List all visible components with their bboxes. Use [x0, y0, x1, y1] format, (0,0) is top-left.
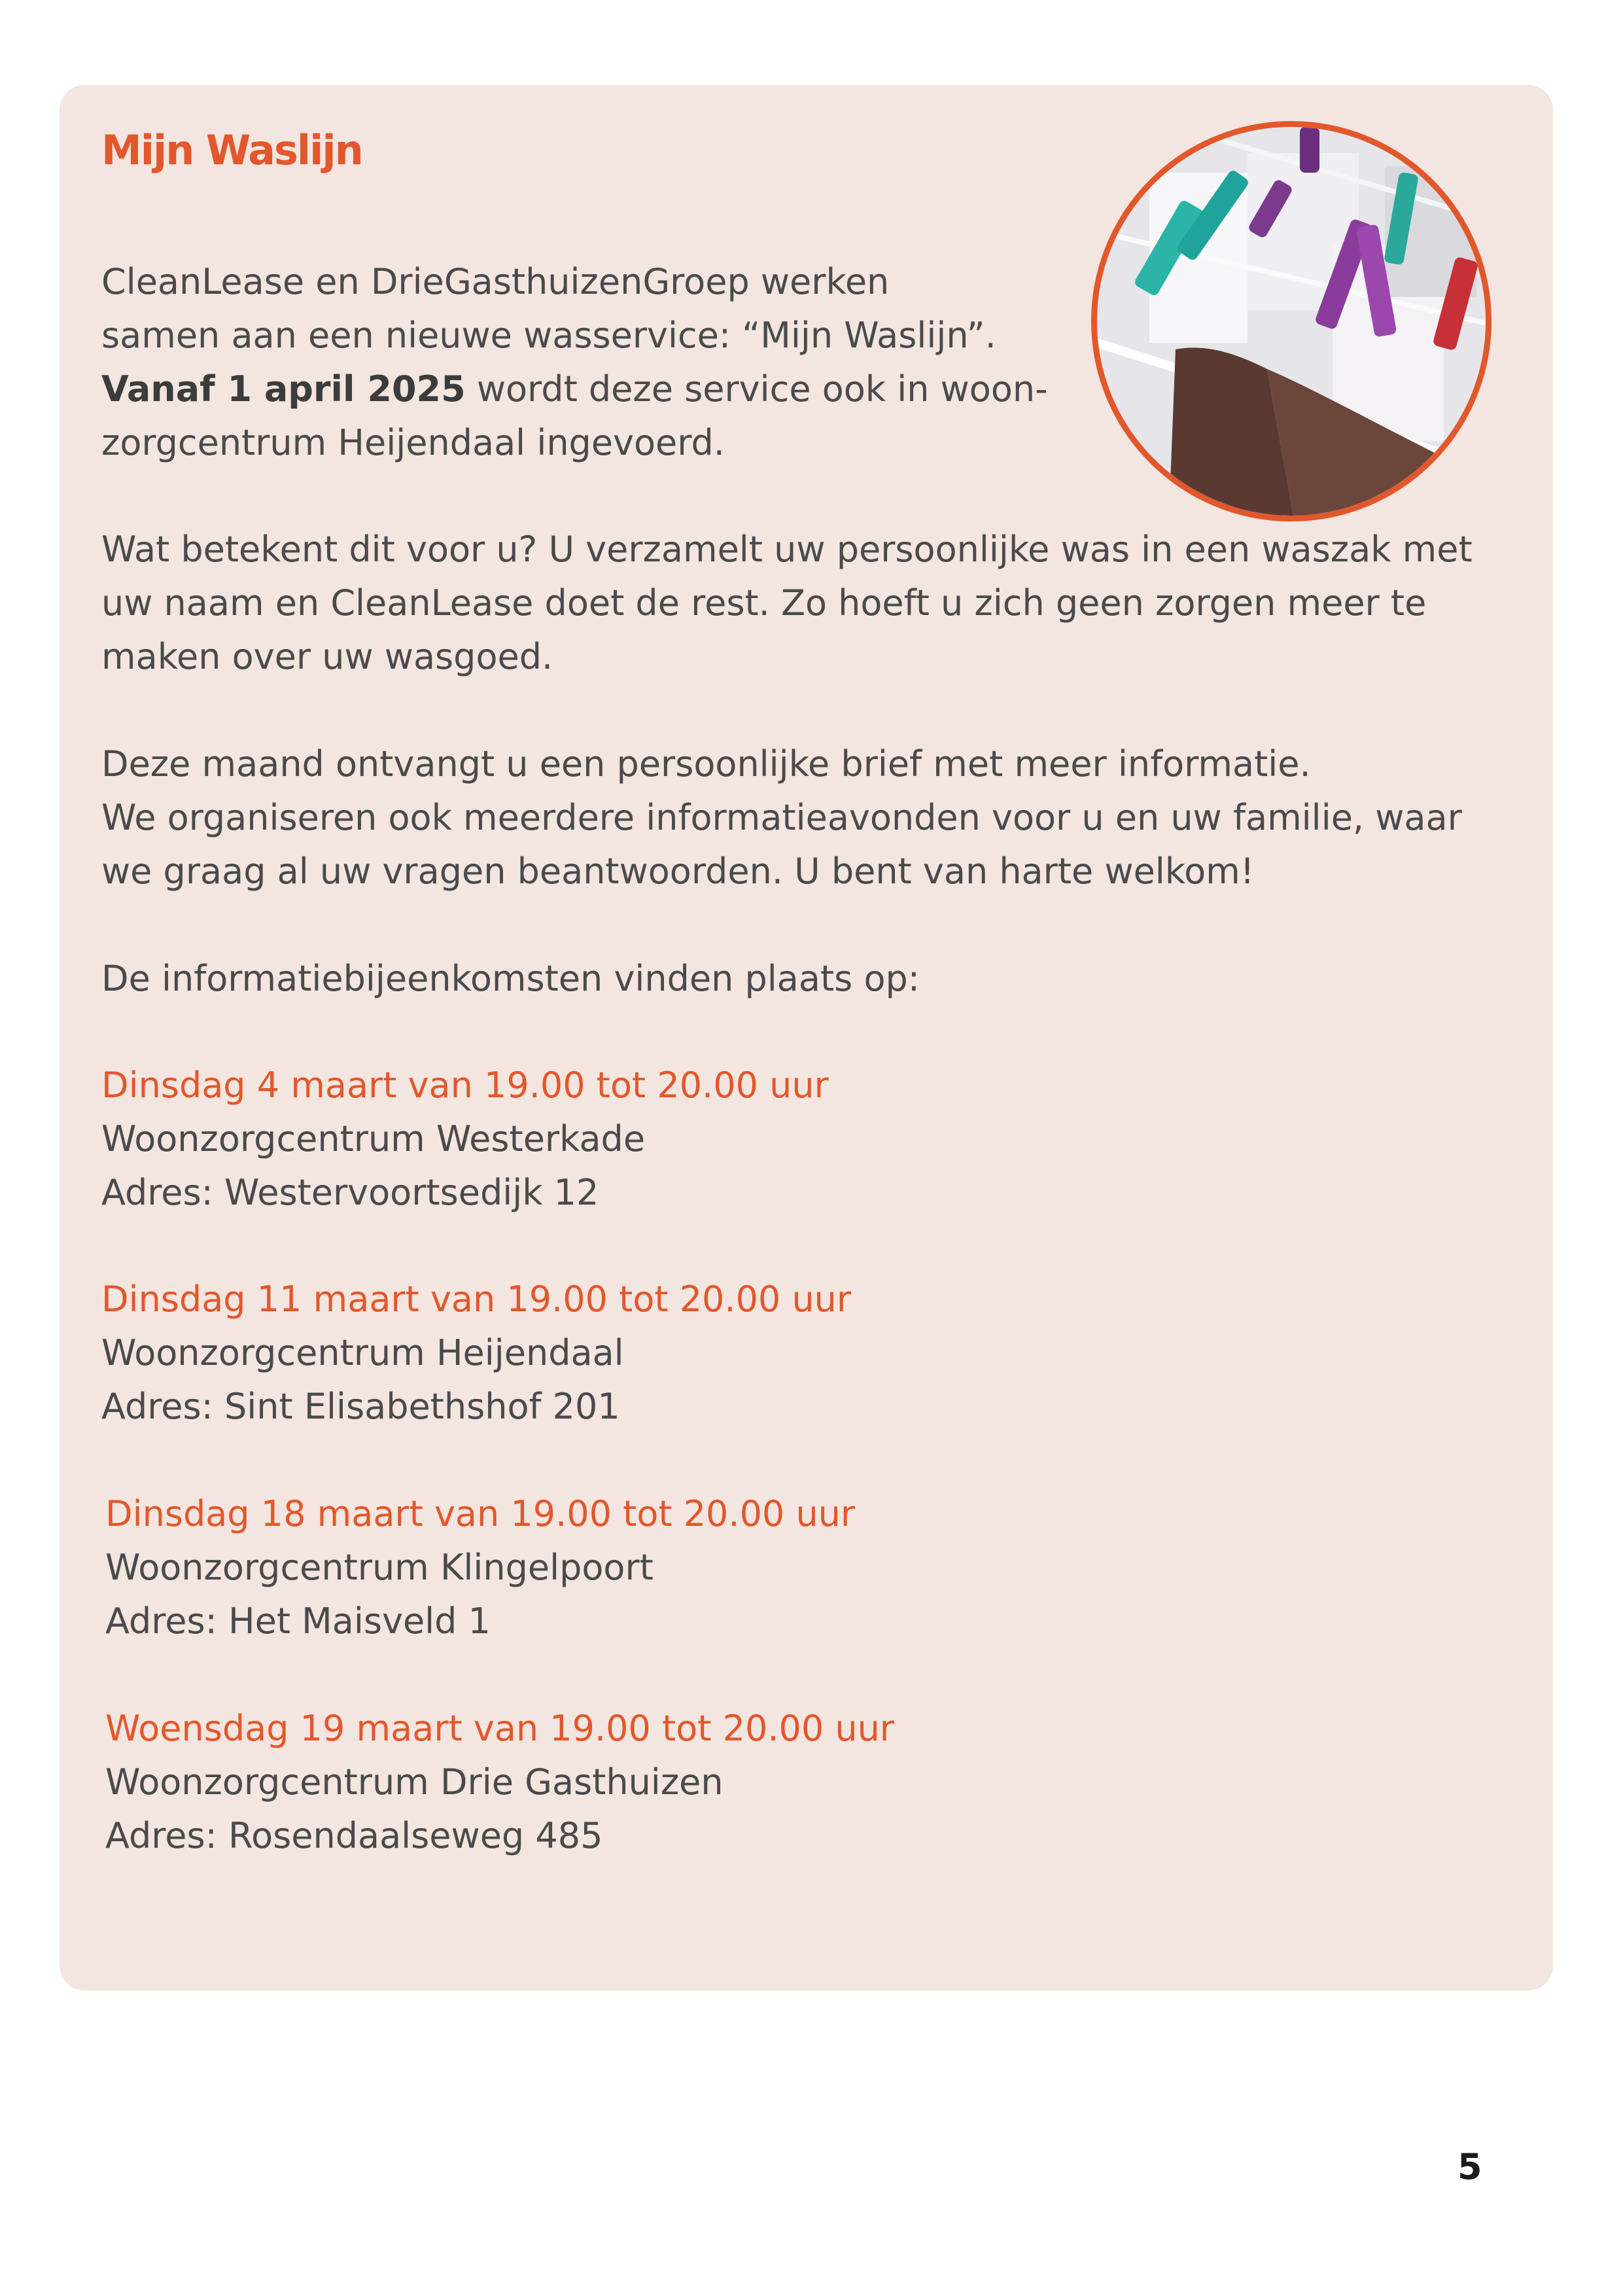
session-location: Woonzorgcentrum Westerkade — [101, 1118, 646, 1159]
session-date: Woensdag 19 maart van 19.00 tot 20.00 uur — [105, 1708, 895, 1749]
session-date: Dinsdag 18 maart van 19.00 tot 20.00 uur — [105, 1493, 856, 1534]
session-location: Woonzorgcentrum Klingelpoort — [105, 1547, 654, 1588]
explanation-line-2: uw naam en CleanLease doet de rest. Zo hoeft u zich geen zorgen meer te — [101, 582, 1427, 624]
page-number: 5 — [1457, 2146, 1482, 2187]
laundry-illustration — [1097, 127, 1486, 516]
article-title: Mijn Waslijn — [101, 126, 362, 174]
laundry-photo — [1091, 121, 1492, 521]
intro-line-1: CleanLease en DrieGasthuizenGroep werken — [101, 261, 890, 302]
letter-info-line-2: We organiseren ook meerdere informatieavonden voor u en uw familie, waar — [101, 797, 1462, 838]
session-location: Woonzorgcentrum Heijendaal — [101, 1332, 624, 1373]
session-item — [105, 1702, 894, 1863]
explanation-paragraph — [101, 523, 1527, 684]
session-item — [101, 1059, 829, 1220]
explanation-line-1: Wat betekent dit voor u? U verzamelt uw persoonlijke was in een waszak met — [101, 529, 1473, 570]
session-address: Adres: Rosendaalseweg 485 — [105, 1815, 603, 1856]
intro-line-4: zorgcentrum Heijendaal ingevoerd. — [101, 422, 725, 463]
letter-info-line-1: Deze maand ontvangt u een persoonlijke brief met meer informatie. — [101, 743, 1311, 785]
session-item — [101, 1273, 851, 1434]
explanation-line-3: maken over uw wasgoed. — [101, 636, 553, 677]
letter-info-paragraph — [101, 737, 1527, 898]
session-item — [105, 1487, 855, 1648]
sessions-intro: De informatiebijeenkomsten vinden plaats op: — [101, 958, 920, 999]
intro-paragraph — [101, 255, 1096, 470]
intro-line-2: samen aan een nieuwe wasservice: “Mijn Waslijn”. — [101, 315, 996, 356]
session-address: Adres: Westervoortsedijk 12 — [101, 1172, 599, 1213]
intro-line-3: wordt deze service ook in woon- — [465, 368, 1048, 410]
letter-info-line-3: we graag al uw vragen beantwoorden. U bent van harte welkom! — [101, 851, 1255, 892]
session-date: Dinsdag 4 maart van 19.00 tot 20.00 uur — [101, 1065, 829, 1106]
session-address: Adres: Sint Elisabethshof 201 — [101, 1386, 620, 1427]
session-location: Woonzorgcentrum Drie Gasthuizen — [105, 1761, 724, 1803]
session-date: Dinsdag 11 maart van 19.00 tot 20.00 uur — [101, 1279, 852, 1320]
session-address: Adres: Het Maisveld 1 — [105, 1600, 491, 1642]
intro-start-date: Vanaf 1 april 2025 — [101, 368, 466, 410]
